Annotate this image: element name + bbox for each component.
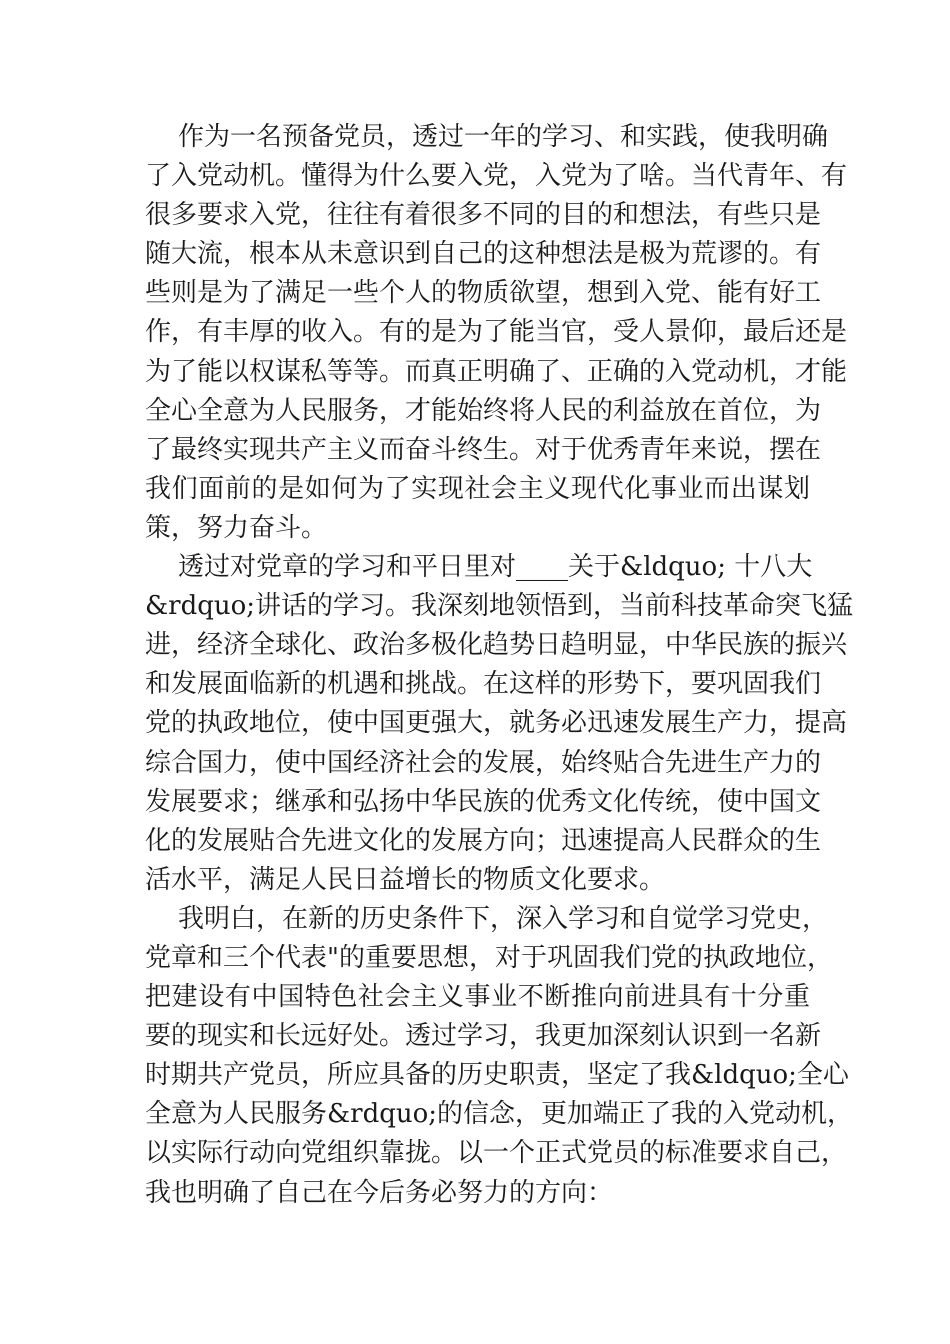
text-line: 很多要求入党，往往有着很多不同的目的和想法，有些只是 (145, 200, 822, 231)
text-line: 我明白，在新的历史条件下，深入学习和自觉学习党史， (145, 903, 829, 934)
text-line: 了入党动机。懂得为什么要入党，入党为了啥。当代青年、有 (145, 161, 848, 192)
text-line: 随大流，根本从未意识到自己的这种想法是极为荒谬的。有 (145, 239, 822, 270)
text-line: 透过对党章的学习和平日里对____关于&ldquo; 十八大 (145, 552, 813, 583)
text-line: 党章和三个代表"的重要思想，对于巩固我们党的执政地位， (145, 942, 833, 973)
text-line: 为了能以权谋私等等。而真正明确了、正确的入党动机，才能 (145, 356, 848, 387)
text-line: 我也明确了自己在今后务必努力的方向： (145, 1177, 614, 1208)
text-line: &rdquo;讲话的学习。我深刻地领悟到，当前科技革命突飞猛 (145, 591, 854, 622)
text-line: 活水平，满足人民日益增长的物质文化要求。 (145, 864, 666, 895)
text-line: 把建设有中国特色社会主义事业不断推向前进具有十分重 (145, 982, 810, 1013)
text-line: 发展要求；继承和弘扬中华民族的优秀文化传统，使中国文 (145, 786, 822, 817)
text-line: 我们面前的是如何为了实现社会主义现代化事业而出谋划 (145, 473, 810, 504)
text-line: 些则是为了满足一些个人的物质欲望，想到入党、能有好工 (145, 278, 822, 309)
text-line: 综合国力，使中国经济社会的发展，始终贴合先进生产力的 (145, 747, 822, 778)
text-line: 了最终实现共产主义而奋斗终生。对于优秀青年来说，摆在 (145, 434, 822, 465)
text-line: 时期共产党员，所应具备的历史职责，坚定了我&ldquo;全心 (145, 1060, 849, 1091)
text-line: 作为一名预备党员，透过一年的学习、和实践，使我明确 (145, 122, 829, 152)
text-line: 党的执政地位，使中国更强大，就务必迅速发展生产力，提高 (145, 708, 848, 739)
document-body (145, 118, 854, 1213)
text-line: 要的现实和长远好处。透过学习，我更加深刻认识到一名新 (145, 1021, 822, 1052)
text-line: 化的发展贴合先进文化的发展方向；迅速提高人民群众的生 (145, 825, 822, 856)
text-line: 和发展面临新的机遇和挑战。在这样的形势下，要巩固我们 (145, 669, 822, 700)
text-line: 全心全意为人民服务，才能始终将人民的利益放在首位，为 (145, 395, 822, 426)
text-line: 以实际行动向党组织靠拢。以一个正式党员的标准要求自己， (145, 1138, 848, 1169)
text-line: 进，经济全球化、政治多极化趋势日趋明显，中华民族的振兴 (145, 630, 848, 661)
text-line: 全意为人民服务&rdquo;的信念，更加端正了我的入党动机， (145, 1099, 854, 1130)
text-line: 作，有丰厚的收入。有的是为了能当官，受人景仰，最后还是 (145, 317, 848, 348)
text-line: 策，努力奋斗。 (145, 512, 328, 543)
